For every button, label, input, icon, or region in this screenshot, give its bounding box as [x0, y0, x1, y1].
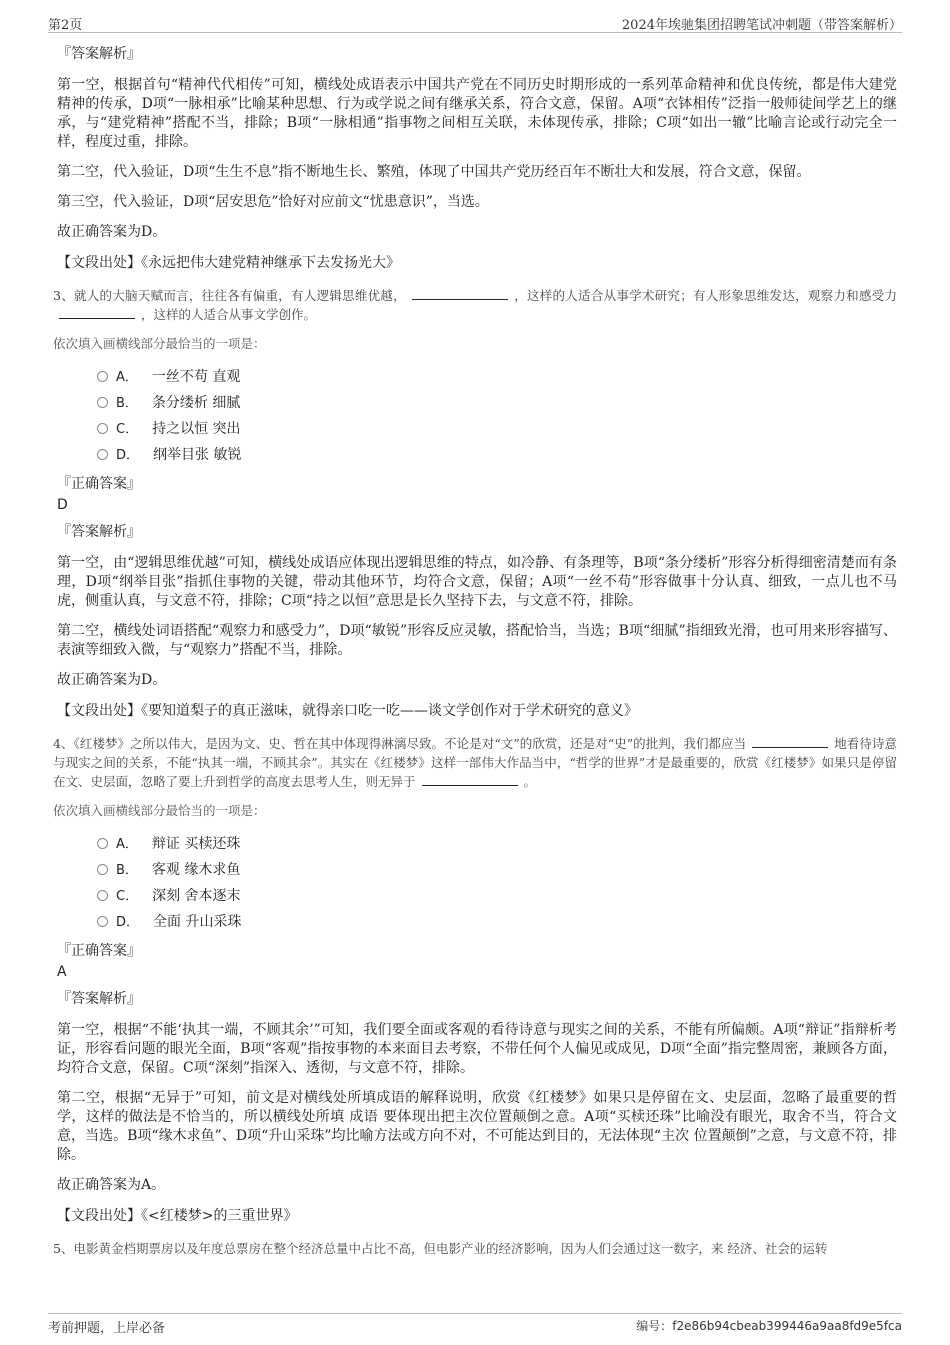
fill-blank — [412, 287, 508, 300]
correct-answer: A — [57, 964, 67, 980]
question-stem: 5、电影黄金档期票房以及年度总票房在整个经济总量中占比不高，但电影产业的经济影响，因为人们会通过这一数字，来 经济、社会的运转 — [53, 1241, 828, 1256]
analysis-paragraph: 第一空，由“逻辑思维优越”可知，横线处成语应体现出逻辑思维的特点，如冷静、有条理等，B项“条分缕析”形容分析得细密清楚而有条理，D项“纲举目张”指抓住事物的关键，带动其他环节，均符合文意，保留；A项“一丝不苟”形容做事十分认真、细致，一点儿也不马虎，侧重认真，与文意不符，排除；C项“持之以恒”意思是长久坚持下去，与文意不符，排除。 — [57, 555, 897, 609]
option-list — [57, 831, 897, 935]
analysis-label: 『答案解析』 — [57, 524, 141, 540]
question-prompt: 依次填入画横线部分最恰当的一项是： — [53, 803, 266, 818]
fill-blank — [422, 773, 518, 786]
conclusion: 故正确答案为D。 — [57, 672, 167, 688]
question-text: 4、《红楼梦》之所以伟大，是因为文、史、哲在其中体现得淋漓尽致。不论是对“文”的欣赏，还是对“史”的批判，我们都应当 — [53, 736, 747, 751]
analysis-label: 『答案解析』 — [57, 991, 141, 1007]
radio-circle-icon[interactable] — [97, 890, 108, 901]
conclusion: 故正确答案为D。 — [57, 224, 167, 240]
radio-circle-icon[interactable] — [97, 397, 108, 408]
page-content — [53, 44, 897, 1268]
radio-circle-icon[interactable] — [97, 449, 108, 460]
radio-circle-icon[interactable] — [97, 371, 108, 382]
source-citation: 【文段出处】《永远把伟大建党精神继承下去发扬光大》 — [57, 255, 400, 271]
page-header — [48, 12, 902, 33]
question-text: 地看待诗意与现实之间的关系，不能“执其一端，不顾其余”。其实在《红楼梦》这样一部伟大作品当中，“哲学的世界”才是最重要的，欣赏《红楼梦》如果只是停留在文、史层面，忽略了要上升到哲学的高度去思考人生，则无异于 — [53, 736, 897, 789]
option-list — [57, 364, 897, 468]
fill-blank — [59, 306, 135, 319]
analysis-paragraph: 第一空，根据首句“精神代代相传”可知，横线处成语表示中国共产党在不同历史时期形成的一系列革命精神和优良传统，都是伟大建党精神的传承，D项“一脉相承”比喻某种思想、行为或学说之间有继承关系，符合文意，保留。A项“衣钵相传”泛指一般师徒间学艺上的继承，与“建党精神”搭配不当，排除；B项“一脉相通”指事物之间相互关联，未体现传承，排除；C项“如出一辙”比喻言论或行动完全一样，程度过重，排除。 — [57, 77, 897, 150]
question-prompt: 依次填入画横线部分最恰当的一项是： — [53, 336, 266, 351]
document-title: 2024年埃驰集团招聘笔试冲刺题（带答案解析） — [621, 18, 902, 33]
footer-slogan: 考前押题，上岸必备 — [48, 1321, 166, 1336]
analysis-paragraph: 第一空，根据“不能‘执其一端，不顾其余’”可知，我们要全面或客观的看待诗意与现实之间的关系，不能有所偏颇。A项“辩证”指辩析考证，形容看问题的眼光全面，B项“客观”指按事物的本来面目去考察，不带任何个人偏见或成见，D项“全面”指完整周密，兼顾各方面，均符合文意，保留。C项“深刻”指深入、透彻，与文意不符，排除。 — [57, 1022, 897, 1076]
correct-answer: D — [57, 497, 68, 513]
fill-blank — [752, 735, 828, 748]
question-stem — [53, 286, 897, 324]
analysis-paragraph: 第二空，根据“无异于”可知，前文是对横线处所填成语的解释说明，欣赏《红楼梦》如果只是停留在文、史层面，忽略了最重要的哲学，这样的做法是不恰当的，所以横线处所填 成语 要体现出把主次位置颠倒之意。A项“买椟还珠”比喻没有眼光，取舍不当，符合文意，当选。B项“缘木求鱼”、D项“升山采珠”均比喻方法或方向不对，不可能达到目的，无法体现“主次 位置颠倒”之意，与文意不符，排除。 — [57, 1090, 897, 1163]
page-number: 第2页 — [48, 18, 83, 33]
analysis-paragraph: 第二空，横线处词语搭配“观察力和感受力”，D项“敏锐”形容反应灵敏，搭配恰当，当选；B项“细腻”指细致光滑，也可用来形容描写、表演等细致入微，与“观察力”搭配不当，排除。 — [57, 623, 897, 658]
radio-circle-icon[interactable] — [97, 838, 108, 849]
question-stem — [53, 734, 897, 791]
source-citation: 【文段出处】《要知道梨子的真正滋味，就得亲口吃一吃——谈文学创作对于学术研究的意义》 — [57, 703, 638, 719]
conclusion: 故正确答案为A。 — [57, 1177, 166, 1193]
option-a[interactable]: A． 一丝不苟 直观 — [97, 364, 897, 390]
option-c[interactable]: C． 持之以恒 突出 — [97, 416, 897, 442]
option-d[interactable]: D． 纲举目张 敏锐 — [97, 442, 897, 468]
analysis-paragraph: 第二空，代入验证，D项“生生不息”指不断地生长、繁殖，体现了中国共产党历经百年不断壮大和发展，符合文意，保留。 — [57, 164, 811, 180]
question-text: 3、就人的大脑天赋而言，往往各有偏重，有人逻辑思维优越， — [53, 288, 406, 303]
option-a[interactable]: A． 辩证 买椟还珠 — [97, 831, 897, 857]
document-code: 编号：f2e86b94cbeab399446a9aa8fd9e5fca — [636, 1319, 902, 1333]
analysis-paragraph: 第三空，代入验证，D项“居安思危”恰好对应前文“忧患意识”，当选。 — [57, 194, 489, 210]
option-c[interactable]: C． 深刻 舍本逐末 — [97, 883, 897, 909]
question-text: ，这样的人适合从事文学创作。 — [141, 307, 317, 322]
option-d[interactable]: D． 全面 升山采珠 — [97, 909, 897, 935]
option-b[interactable]: B． 条分缕析 细腻 — [97, 390, 897, 416]
question-text: ，这样的人适合从事学术研究；有人形象思维发达，观察力和感受力 — [513, 288, 897, 303]
question-text: 。 — [523, 774, 537, 789]
source-citation: 【文段出处】《<红楼梦>的三重世界》 — [57, 1208, 298, 1224]
option-b[interactable]: B． 客观 缘木求鱼 — [97, 857, 897, 883]
radio-circle-icon[interactable] — [97, 864, 108, 875]
correct-answer-label: 『正确答案』 — [57, 943, 141, 959]
correct-answer-label: 『正确答案』 — [57, 476, 141, 492]
radio-circle-icon[interactable] — [97, 423, 108, 434]
radio-circle-icon[interactable] — [97, 916, 108, 927]
analysis-label: 『答案解析』 — [57, 46, 141, 62]
page-footer — [48, 1313, 902, 1336]
